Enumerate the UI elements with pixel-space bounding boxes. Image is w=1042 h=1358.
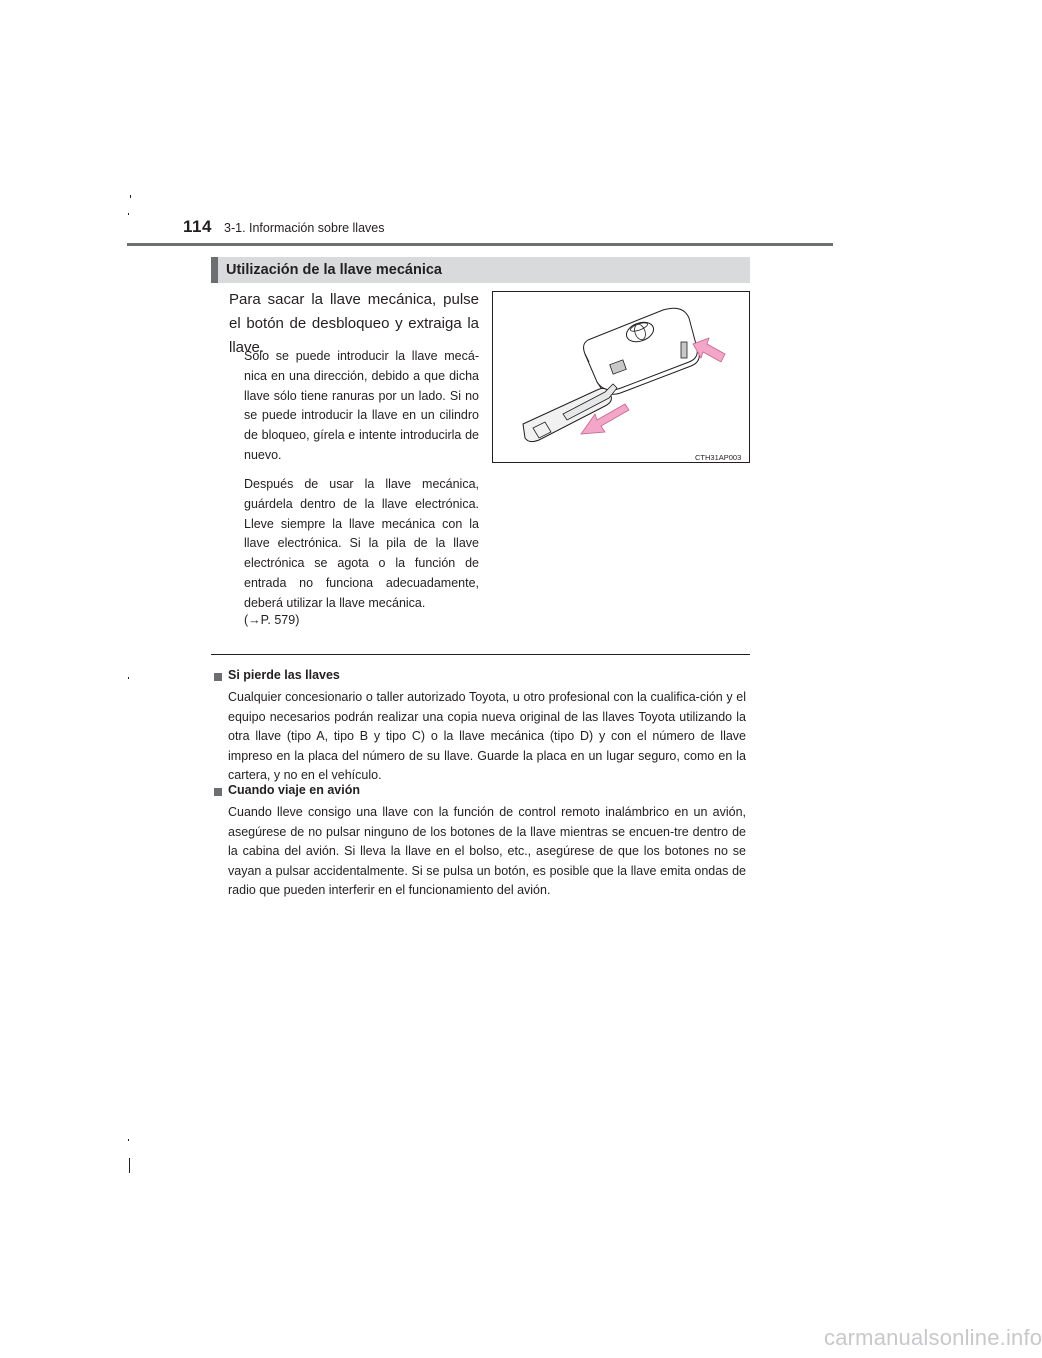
subsection-title: Si pierde las llaves bbox=[228, 668, 340, 682]
crop-mark bbox=[128, 1139, 129, 1141]
crop-mark bbox=[130, 195, 131, 198]
key-fob-illustration-icon bbox=[493, 292, 749, 462]
crop-mark bbox=[128, 677, 129, 679]
subsection-title: Cuando viaje en avión bbox=[228, 783, 360, 797]
note-paragraph: Después de usar la llave mecánica, guárdela dentro de la llave electrónica. Lleve siempre la llave mecánica con la llave electrónica. Si la pila de la llave electrónica se agota o la función de entrada no funciona adecuadamente, deberá utilizar la llave mecánica. bbox=[244, 477, 479, 610]
figure-code: CTH31AP003 bbox=[695, 453, 742, 462]
figure-frame bbox=[492, 291, 750, 463]
square-bullet-icon bbox=[214, 673, 222, 681]
crop-mark bbox=[129, 1158, 130, 1173]
note-reference: (→P. 579) bbox=[244, 613, 300, 627]
intro-paragraph: Para sacar la llave mecánica, pulse el botón de desbloqueo y extraiga la llave. bbox=[229, 291, 479, 356]
subsection-text: Cualquier concesionario o taller autorizado Toyota, u otro profesional con la cualifica-ción y el equipo necesarios podrán realizar una copia nueva original de las llaves Toyota utilizando la otra llave (tipo A, tipo B y tipo C) o la llave mecánica (tipo D) y con el número de llave impreso en la placa del número de su llave. Guarde la placa en un lugar seguro, como en la cartera, y no en el vehículo. bbox=[228, 690, 746, 783]
watermark-logo: carmanualsonline.info bbox=[824, 1325, 1042, 1350]
page-number: 114 bbox=[183, 217, 212, 236]
note-paragraph: Solo se puede introducir la llave mecá-nica en una dirección, debido a que dicha llave sólo tiene ranuras por un lado. Si no se puede introducir la llave en un cilindro de bloqueo, gírela e intente introducirla de nuevo. bbox=[244, 349, 479, 462]
subsection-text: Cuando lleve consigo una llave con la función de control remoto inalámbrico en un avión, asegúrese de no pulsar ninguno de los botones de la llave mientras se encuen-tre dentro de la cabina del avión. Si lleva la llave en el bolso, etc., asegúrese de que los botones no se vayan a pulsar accidentalmente. Si se pulsa un botón, es posible que la llave emita ondas de radio que pueden interferir en el funcionamiento del avión. bbox=[228, 805, 746, 898]
section-heading-accent bbox=[211, 257, 218, 283]
section-heading: Utilización de la llave mecánica bbox=[226, 262, 442, 278]
square-bullet-icon bbox=[214, 788, 222, 796]
crop-mark bbox=[128, 213, 129, 215]
section-divider bbox=[211, 654, 750, 655]
section-title: 3-1. Información sobre llaves bbox=[224, 221, 385, 235]
header-rule bbox=[127, 243, 833, 246]
